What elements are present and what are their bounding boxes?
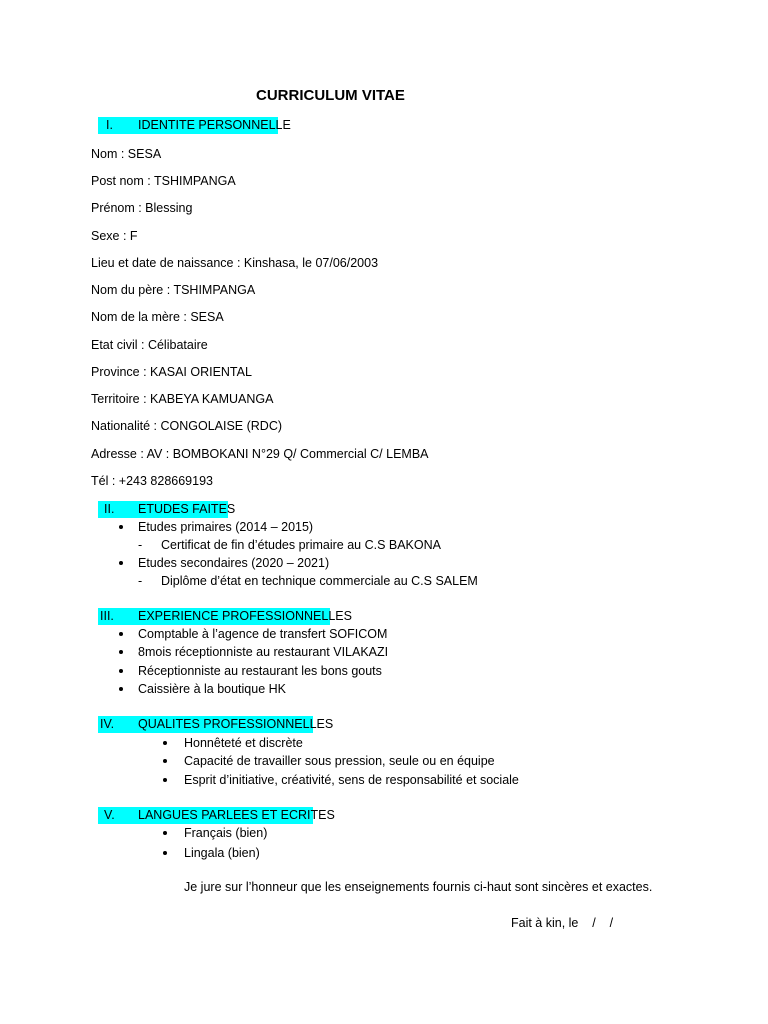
identity-mother: Nom de la mère : SESA <box>91 310 224 324</box>
dash-icon: - <box>138 538 143 552</box>
bullet-icon <box>119 669 123 673</box>
section-title: LANGUES PARLEES ET ECRITES <box>138 808 335 822</box>
identity-postname: Post nom : TSHIMPANGA <box>91 174 236 188</box>
experience-item: Caissière à la boutique HK <box>138 682 286 696</box>
dash-icon: - <box>138 574 143 588</box>
experience-item: Réceptionniste au restaurant les bons gouts <box>138 664 382 678</box>
study-subitem: Certificat de fin d’études primaire au C.S BAKONA <box>161 538 441 552</box>
section-heading-languages <box>98 807 335 824</box>
section-number: I. <box>106 118 113 132</box>
section-title: ETUDES FAITES <box>138 502 236 516</box>
experience-item: 8mois réceptionniste au restaurant VILAKAZI <box>138 645 389 659</box>
bullet-icon <box>163 831 167 835</box>
section-number: III. <box>100 609 114 623</box>
language-item: Français (bien) <box>184 826 268 840</box>
signature-line: Fait à kin, le / / <box>511 916 614 930</box>
study-item: Etudes secondaires (2020 – 2021) <box>138 556 330 570</box>
bullet-icon <box>119 687 123 691</box>
declaration-text: Je jure sur l’honneur que les enseignements fournis ci-haut sont sincères et exactes. <box>184 880 653 894</box>
section-number: II. <box>104 502 115 516</box>
bullet-icon <box>119 650 123 654</box>
document-title: CURRICULUM VITAE <box>256 87 405 104</box>
section-heading-identity <box>98 117 291 134</box>
bullet-icon <box>163 851 167 855</box>
bullet-icon <box>163 759 167 763</box>
study-subitem: Diplôme d’état en technique commerciale au C.S SALEM <box>161 574 478 588</box>
bullet-icon <box>119 632 123 636</box>
identity-address: Adresse : AV : BOMBOKANI N°29 Q/ Commercial C/ LEMBA <box>91 447 429 461</box>
bullet-icon <box>163 778 167 782</box>
section-title: IDENTITE PERSONNELLE <box>138 118 291 132</box>
quality-item: Capacité de travailler sous pression, seule ou en équipe <box>184 754 495 768</box>
bullet-icon <box>119 561 123 565</box>
section-number: V. <box>104 808 115 822</box>
identity-birth: Lieu et date de naissance : Kinshasa, le 07/06/2003 <box>91 256 379 270</box>
identity-civil-status: Etat civil : Célibataire <box>91 338 208 352</box>
section-heading-qualities <box>98 716 334 733</box>
bullet-icon <box>163 741 167 745</box>
bullet-icon <box>119 525 123 529</box>
section-title: QUALITES PROFESSIONNELLES <box>138 717 334 731</box>
section-title: EXPERIENCE PROFESSIONNELLES <box>138 609 352 623</box>
identity-territory: Territoire : KABEYA KAMUANGA <box>91 392 274 406</box>
identity-province: Province : KASAI ORIENTAL <box>91 365 252 379</box>
identity-phone: Tél : +243 828669193 <box>91 474 213 488</box>
identity-sex: Sexe : F <box>91 229 138 243</box>
quality-item: Honnêteté et discrète <box>184 736 303 750</box>
study-item: Etudes primaires (2014 – 2015) <box>138 520 314 534</box>
experience-item: Comptable à l’agence de transfert SOFICOM <box>138 627 388 641</box>
section-heading-studies <box>98 501 236 518</box>
identity-firstname: Prénom : Blessing <box>91 201 193 215</box>
section-number: IV. <box>100 717 115 731</box>
identity-name: Nom : SESA <box>91 147 162 161</box>
language-item: Lingala (bien) <box>184 846 260 860</box>
section-heading-experience <box>98 608 352 625</box>
identity-father: Nom du père : TSHIMPANGA <box>91 283 256 297</box>
identity-nationality: Nationalité : CONGOLAISE (RDC) <box>91 419 283 433</box>
quality-item: Esprit d’initiative, créativité, sens de responsabilité et sociale <box>184 773 519 787</box>
